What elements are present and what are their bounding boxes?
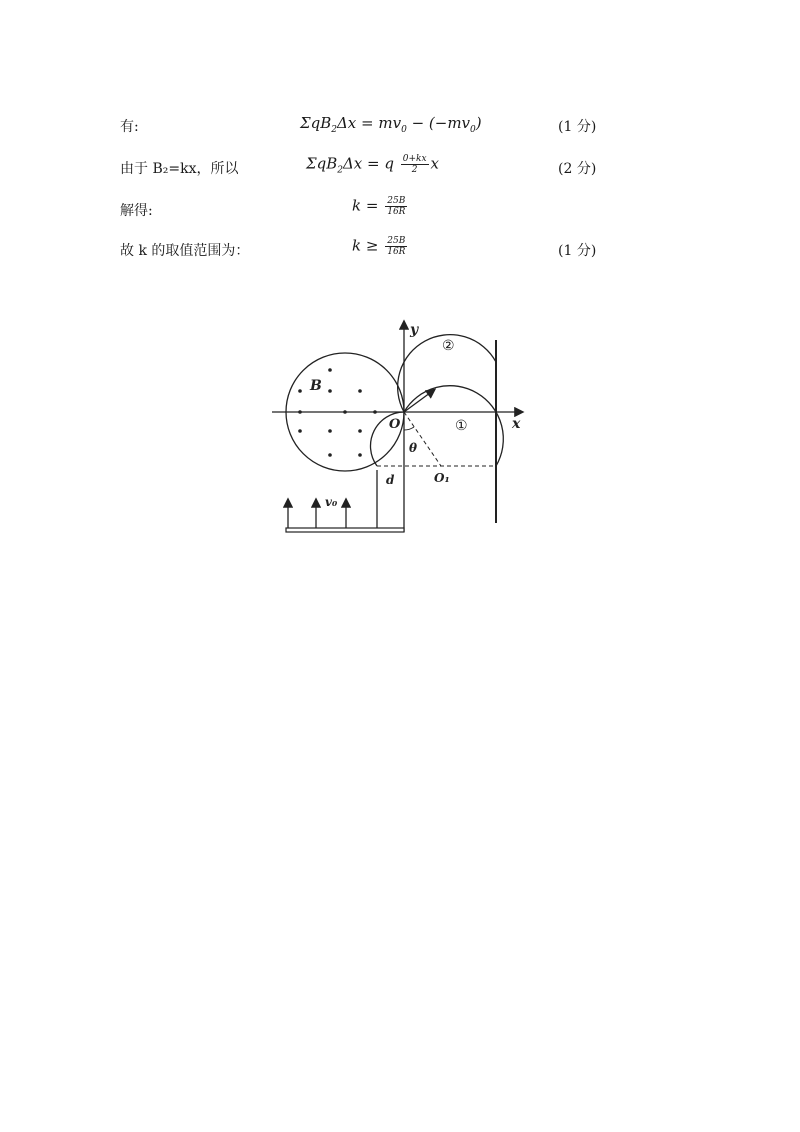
frac-den: 16R <box>387 207 406 217</box>
fraction <box>385 196 407 217</box>
equation <box>306 154 439 176</box>
eq-sub: 0 <box>401 125 407 135</box>
eq-part: k ≥ <box>352 236 379 255</box>
theta-label: θ <box>409 441 418 455</box>
equation-row-2 <box>0 152 800 192</box>
eq-part: k = <box>352 196 379 215</box>
equation-row-3 <box>0 194 800 234</box>
eq-sub: 2 <box>337 165 343 176</box>
eq-sub: 0 <box>470 125 476 135</box>
frac-num: 25B <box>385 196 407 207</box>
line-label: 由于 B₂=kx，所以 <box>120 161 239 177</box>
frac-den: 2 <box>411 165 418 175</box>
trajectory-1 <box>404 386 503 466</box>
frac-num: 25B <box>385 236 407 247</box>
eq-sub: 2 <box>331 125 337 135</box>
eq-part: ΣqB <box>300 114 332 132</box>
path1-label: ① <box>455 418 468 434</box>
theta-arc <box>404 427 414 430</box>
eq-part: Δx = q <box>342 154 394 173</box>
origin-label: O <box>389 417 401 432</box>
score-label: (1 分) <box>558 243 597 259</box>
frac-num: 0+kx <box>402 154 427 164</box>
center-label: O₁ <box>434 471 450 485</box>
y-axis-label: y <box>410 322 419 338</box>
line-label: 有: <box>120 119 139 135</box>
x-axis-label: x <box>512 416 521 432</box>
equation <box>352 196 409 217</box>
emitter-plate <box>286 528 404 532</box>
line-label: 故 k 的取值范围为： <box>120 243 250 259</box>
path2-label: ② <box>442 338 455 354</box>
d-label: d <box>386 473 395 487</box>
equation-row-4 <box>0 234 800 274</box>
line-label: 解得: <box>120 203 153 219</box>
eq-part: Δx = mv <box>336 114 402 132</box>
equation <box>300 114 482 135</box>
equation <box>352 236 409 257</box>
equation-row-1 <box>0 112 800 152</box>
velocity-arrow <box>404 390 434 412</box>
score-label: (2 分) <box>558 161 597 177</box>
eq-part: ) <box>475 114 482 132</box>
v0-label: v₀ <box>325 495 338 509</box>
physics-diagram <box>270 318 540 540</box>
dashed-radius <box>404 412 441 466</box>
score-label: (1 分) <box>558 119 597 135</box>
fraction <box>401 154 429 175</box>
field-label: B <box>310 378 322 394</box>
frac-den: 16R <box>387 247 406 257</box>
fraction <box>385 236 407 257</box>
eq-part: − (−mv <box>406 114 471 132</box>
eq-part: ΣqB <box>306 154 338 173</box>
eq-part: x <box>430 154 440 173</box>
